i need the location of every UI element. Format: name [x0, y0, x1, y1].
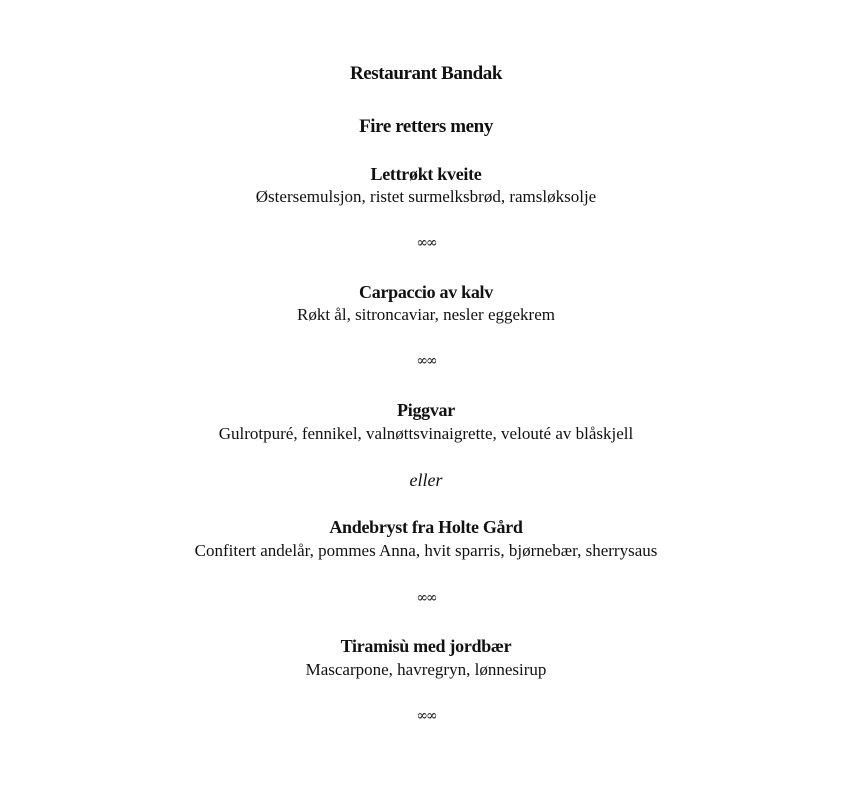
alternative-word: eller: [409, 470, 443, 490]
separator-4: ∞∞: [416, 708, 436, 724]
separator-1: ∞∞: [416, 235, 436, 251]
course-5-name: Tiramisù med jordbær: [340, 636, 512, 656]
course-5-description: Mascarpone, havregryn, lønnesirup: [305, 660, 547, 679]
course-3-description: Gulrotpuré, fennikel, valnøttsvinaigrette, velouté av blåskjell: [218, 424, 634, 443]
menu-title: Fire retters meny: [359, 116, 493, 137]
course-1-description: Østersemulsjon, ristet surmelksbrød, ramsløksolje: [255, 187, 597, 206]
separator-2: ∞∞: [416, 353, 436, 369]
course-2-name: Carpaccio av kalv: [359, 282, 493, 302]
separator-3: ∞∞: [416, 590, 436, 606]
restaurant-name: Restaurant Bandak: [349, 63, 503, 84]
course-4-name: Andebryst fra Holte Gård: [329, 517, 523, 537]
course-2-description: Røkt ål, sitroncaviar, nesler eggekrem: [296, 305, 555, 324]
course-4-description: Confitert andelår, pommes Anna, hvit sparris, bjørnebær, sherrysaus: [194, 541, 658, 560]
course-3-name: Piggvar: [397, 400, 455, 420]
course-1-name: Lettrøkt kveite: [370, 164, 482, 184]
